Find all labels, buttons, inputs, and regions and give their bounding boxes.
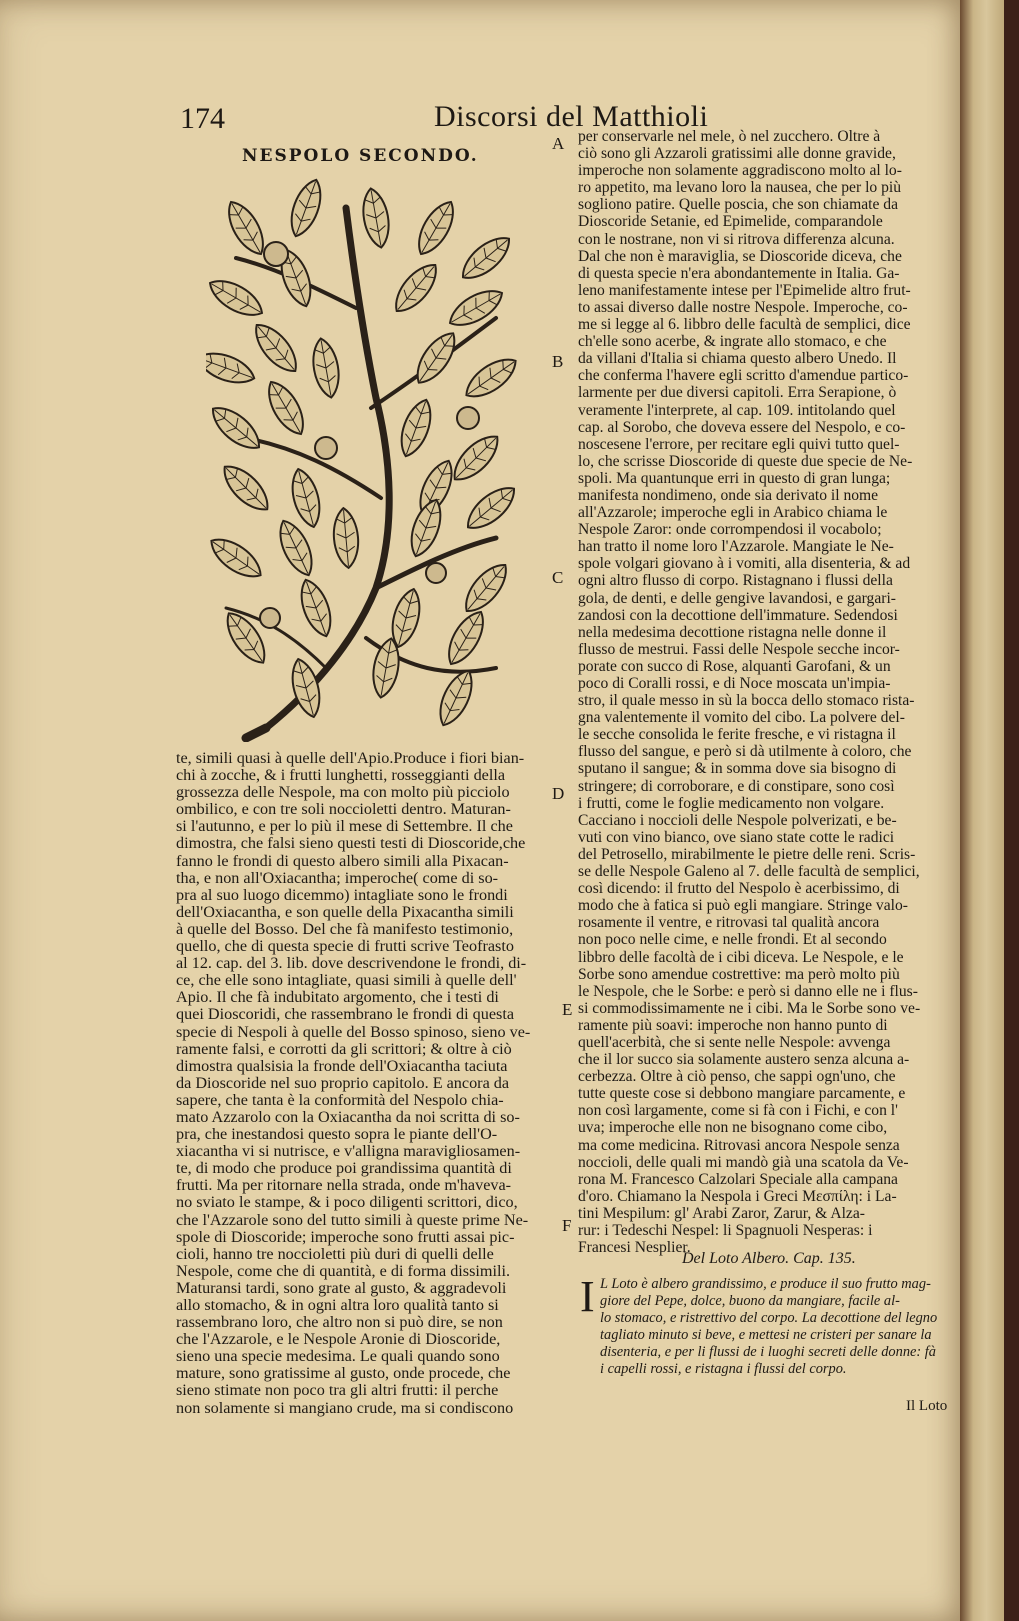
text-line: leno manifestamente intese per l'Epimelide altro frut-	[578, 281, 911, 299]
catchword: Il Loto	[906, 1398, 948, 1414]
text-line: Maturansi tardi, sono grate al gusto, & aggradevoli	[176, 1279, 507, 1297]
text-line: lo, che scrisse Dioscoride di queste due specie de Ne-	[578, 452, 913, 470]
left-text-column	[176, 750, 561, 1417]
text-line: da Dioscoride nel suo proprio capitolo. E ancora da	[176, 1074, 510, 1092]
text-line: ciò sono gli Azzaroli gratissimi alle donne gravide,	[578, 145, 896, 163]
chapter-heading: Del Loto Albero. Cap. 135.	[682, 1250, 856, 1267]
text-line: lo stomaco, e ristrettivo del corpo. La decottione del legno	[600, 1310, 938, 1326]
margin-letter-f: F	[562, 1216, 572, 1235]
text-line: le secche consolida le ferite fresche, e vi ristagna il	[578, 726, 896, 744]
text-line: che conferma l'havere egli scritto d'amendue partico-	[578, 367, 909, 385]
text-line: per conservarle nel mele, ò nel zucchero. Oltre à	[578, 128, 881, 145]
running-head: Discorsi del Matthioli	[434, 100, 709, 133]
text-line: specie di Nespoli à quelle del Bosso spinoso, sieno ve-	[176, 1023, 531, 1041]
text-line: L Loto è albero grandissimo, e produce il suo frutto mag-	[600, 1276, 931, 1292]
text-line: da villani d'Italia si chiama questo albero Unedo. Il	[578, 350, 897, 368]
margin-letter-b: B	[552, 352, 564, 371]
text-line: dimostra qualsisia la fronde dell'Oxiacantha taciuta	[176, 1057, 508, 1075]
text-line: no sviato le stampe, & i poco diligenti scrittori, dico,	[176, 1194, 518, 1212]
text-line: spoli. Ma quantunque erri in questo di gran lunga;	[578, 469, 891, 487]
text-line: che l'Azzarole sono del tutto simili à queste prime Ne-	[176, 1211, 529, 1229]
text-line: con le nostrane, non vi si ritrova differenza alcuna.	[578, 230, 895, 248]
text-line: i capelli rossi, e ristagna i flussi del corpo.	[600, 1361, 847, 1377]
text-line: gna valentemente il vomito del cibo. La polvere del-	[578, 709, 905, 727]
text-line: le Nespole, che le Sorbe: e però si danno elle ne i flus-	[578, 982, 918, 1000]
text-line: così dicendo: il frutto del Nespolo è acerbissimo, di	[578, 880, 900, 898]
text-line: mato Azzarolo con la Oxiacantha da noi scritta di so-	[176, 1108, 520, 1126]
text-line: porate con succo di Rose, alquanti Garofani, & un	[578, 657, 891, 675]
text-line: modo che à fatica si può egli mangiare. Stringe valo-	[578, 897, 908, 915]
text-line: spole di Dioscoride; imperoche sono frutti assai pic-	[176, 1228, 515, 1246]
text-line: rur: i Tedeschi Nespel: li Spagnuoli Nesperas: i	[578, 1222, 873, 1239]
text-line: ma come medicina. Ritrovasi ancora Nespole senza	[578, 1136, 900, 1154]
text-line: Apio. Il che fà indubitato argomento, che i testi di	[176, 989, 499, 1007]
chapter-body	[600, 1276, 950, 1378]
page-number: 174	[180, 102, 225, 135]
text-line: poco di Coralli rossi, e di Noce moscata un'impia-	[578, 675, 891, 692]
right-text-column	[578, 128, 956, 1256]
binding-edge	[1004, 0, 1019, 1621]
margin-letter-d: D	[552, 784, 565, 803]
text-line: veramente l'interprete, al cap. 109. intitolando quel	[578, 401, 896, 419]
text-line: al 12. cap. del 3. lib. dove descrivendone le frondi, di-	[176, 955, 527, 973]
text-line: flusso de mestrui. Fassi delle Nespole secche incor-	[578, 640, 900, 658]
text-line: d'oro. Chiamano la Nespola i Greci Μεσπίλη: i La-	[578, 1187, 897, 1205]
text-line: nella medesima decottione ristagna nelle donne il	[578, 623, 887, 641]
text-line: disenteria, e per li flussi de i luoghi secreti delle donne: fà	[600, 1344, 936, 1360]
text-line: ombilico, e con tre soli noccioletti dentro. Maturan-	[176, 801, 511, 819]
text-line: sogliono patire. Quelle poscia, che son chiamate da	[578, 196, 898, 214]
text-line: non poco nelle cime, e nelle frondi. Et al secondo	[578, 931, 887, 949]
text-line: di questa specie n'era abondantemente in Italia. Ga-	[578, 264, 900, 282]
text-line: cerbezza. Oltre à ciò penso, che sappi ogn'uno, che	[578, 1068, 896, 1086]
text-line: uva; imperoche elle non ne bisognano come cibo,	[578, 1119, 888, 1137]
text-line: han tratto il nome loro l'Azzarole. Mangiate le Ne-	[578, 538, 894, 556]
text-line: che il lor succo sia solamente austero senza alcuna a-	[578, 1051, 910, 1069]
text-line: pra al suo luogo dicemmo) intagliate sono le frondi	[176, 886, 508, 904]
text-line: i frutti, come le foglie medicamento non volgare.	[578, 794, 885, 812]
text-line: rosamente il ventre, e ritrovasi tal qualità ancora	[578, 914, 880, 932]
text-line: Dioscoride Setanie, ed Epimelide, comparandole	[578, 213, 883, 231]
text-line: grossezza delle Nespole, ma con molto più picciolo	[176, 784, 510, 802]
text-line: sputano il sangue; & in somma dove sia bisogno di	[578, 760, 897, 778]
text-line: frutti. Ma per ritornare nella strada, onde m'haveva-	[176, 1177, 512, 1195]
text-line: noscesene l'errore, per recitare egli quivi tutto quel-	[578, 435, 900, 453]
text-line: ramente falsi, e corrotti da gli scrittori; & oltre à ciò	[176, 1040, 512, 1058]
text-line: xiacantha vi si nutrisce, e v'alligna maravigliosamen-	[176, 1143, 521, 1161]
text-line: allo stomacho, & in ogni altra loro qualità tanto si	[176, 1297, 499, 1314]
text-line: giore del Pepe, dolce, buono da mangiare, facile al-	[600, 1293, 900, 1309]
text-line: dimostra, che falsi sieno questi testi di Dioscoride,che	[176, 835, 526, 853]
text-line: tini Mespilum: gl' Arabi Zaror, Zarur, & Alza-	[578, 1204, 865, 1222]
text-line: non solamente si mangiano crude, ma si condiscono	[176, 1399, 514, 1417]
margin-letter-c: C	[552, 568, 564, 587]
text-line: zandosi con la decottione dell'immature. Sedendosi	[578, 606, 898, 624]
text-line: fanno le frondi di questo albero simili alla Pixacan-	[176, 852, 509, 870]
text-line: rona M. Francesco Calzolari Speciale alla campana	[578, 1170, 898, 1188]
text-line: all'Azzarole; imperoche egli in Arabico chiama le	[578, 504, 888, 522]
text-line: gola, de denti, e delle gengive lavandosi, e gargari-	[578, 589, 896, 607]
text-line: sieno stimate non poco tra gli altri frutti: il perche	[176, 1382, 499, 1400]
text-line: tagliato minuto si beve, e mettesi ne cristeri per sanare la	[600, 1327, 932, 1343]
text-line: se delle Nespole Galeno al 7. delle facultà de semplici,	[578, 863, 920, 881]
text-line: dell'Oxiacantha, e son quelle della Pixacantha simili	[176, 903, 514, 921]
text-line: sapere, che tanta è la conformità del Nespolo chia-	[176, 1091, 504, 1109]
facing-page-edge	[960, 0, 1004, 1621]
text-line: imperoche non solamente aggradiscono molto al lo-	[578, 162, 902, 180]
text-line: tutte queste cose si debbono mangiare parcamente, e	[578, 1085, 906, 1103]
text-line: si commodissimamente ne i cibi. Ma le Sorbe sono ve-	[578, 999, 921, 1017]
text-line: mature, sono gratissime al gusto, onde procede, che	[176, 1365, 511, 1383]
text-line: Sorbe sono amendue costrettive: ma però molto più	[578, 965, 900, 983]
text-line: ro appetito, ma levano loro la nausea, che per lo più	[578, 179, 902, 197]
text-line: Cacciano i noccioli delle Nespole polverizati, e be-	[578, 811, 897, 829]
text-line: stro, il quale messo in sù la bocca dello stomaco rista-	[578, 692, 915, 710]
text-line: Francesi Nesplier.	[578, 1239, 691, 1257]
text-line: ogni altro flusso di corpo. Ristagnano i flussi della	[578, 572, 893, 590]
text-line: me si legge al 6. libbro delle facultà de semplici, dice	[578, 316, 911, 334]
text-line: Dal che non è maraviglia, se Dioscoride diceva, che	[578, 247, 902, 265]
text-line: ramente più soavi: imperoche non hanno punto di	[578, 1016, 888, 1034]
text-line: to assai diverso dalle nostre Nespole. Imperoche, co-	[578, 298, 908, 316]
text-line: flusso del sangue, e però si dà utilmente à coloro, che	[578, 743, 912, 761]
text-line: spole volgari giovano à i vomiti, alla disenteria, & ad	[578, 555, 911, 573]
drop-cap: I	[580, 1272, 595, 1321]
text-line: quello, che di questa specie di frutti scrive Teofrasto	[176, 938, 514, 956]
text-line: del Petrosello, mirabilmente le pietre delle reni. Scris-	[578, 845, 916, 863]
text-line: à quelle del Bosso. Del che fà manifesto testimonio,	[176, 920, 514, 938]
text-line: Nespole, come che di quantità, e di forma dissimili.	[176, 1262, 511, 1280]
text-line: chi à zocche, & i frutti lunghetti, rosseggianti della	[176, 767, 506, 785]
text-line: libbro delle facoltà de i cibi diceva. Le Nespole, e le	[578, 948, 904, 966]
text-line: manifesta nondimeno, onde sia derivato il nome	[578, 486, 879, 504]
woodcut-branch-illustration	[206, 168, 522, 742]
text-line: tha, e non all'Oxiacantha; imperoche( come di so-	[176, 869, 499, 887]
margin-letter-a: A	[552, 134, 565, 153]
text-line: larmente per due diversi capitoli. Erra Serapione, ò	[578, 384, 897, 402]
text-line: pra, che inestandosi questo sopra le piante dell'O-	[176, 1126, 498, 1144]
figure-title: NESPOLO SECONDO.	[242, 146, 479, 166]
text-line: te, simili quasi à quelle dell'Apio.Produce i fiori bian-	[176, 750, 525, 767]
text-line: cap. al Sorobo, che doveva essere del Nespolo, e co-	[578, 418, 906, 436]
text-line: ch'elle sono acerbe, & ingrate allo stomaco, e che	[578, 333, 887, 351]
margin-letter-e: E	[562, 1000, 573, 1019]
text-line: quei Dioscoridi, che rassembrano le frondi di questa	[176, 1006, 515, 1024]
text-line: quell'acerbità, che si sente nelle Nespole: avvenga	[578, 1033, 891, 1051]
text-line: sieno una specie medesima. Le quali quando sono	[176, 1348, 500, 1366]
text-line: che l'Azzarole, e le Nespole Aronie di Dioscoride,	[176, 1331, 501, 1349]
text-line: te, di modo che producе poi grandissima quantità di	[176, 1160, 512, 1178]
text-line: stringere; di corroborare, e di constipare, sono così	[578, 777, 895, 795]
text-line: Nespole Zaror: onde corrompendosi il vocabolo;	[578, 521, 882, 539]
text-line: ce, che elle sono intagliate, quasi simili à quelle dell'	[176, 972, 517, 990]
text-line: si l'autunno, e per lo più il mese di Settembre. Il che	[176, 818, 513, 836]
text-line: vuti con vino bianco, ove siano state cotte le radici	[578, 828, 895, 846]
text-line: rassembrano loro, che altro non si può dire, se non	[176, 1314, 503, 1332]
text-line: non così largamente, come si fà con i Fichi, e con l'	[578, 1102, 898, 1120]
text-line: noccioli, delle quali mi mandò già una scatola da Ve-	[578, 1153, 909, 1171]
text-line: cioli, hanno tre noccioletti più duri di quelli delle	[176, 1245, 494, 1263]
